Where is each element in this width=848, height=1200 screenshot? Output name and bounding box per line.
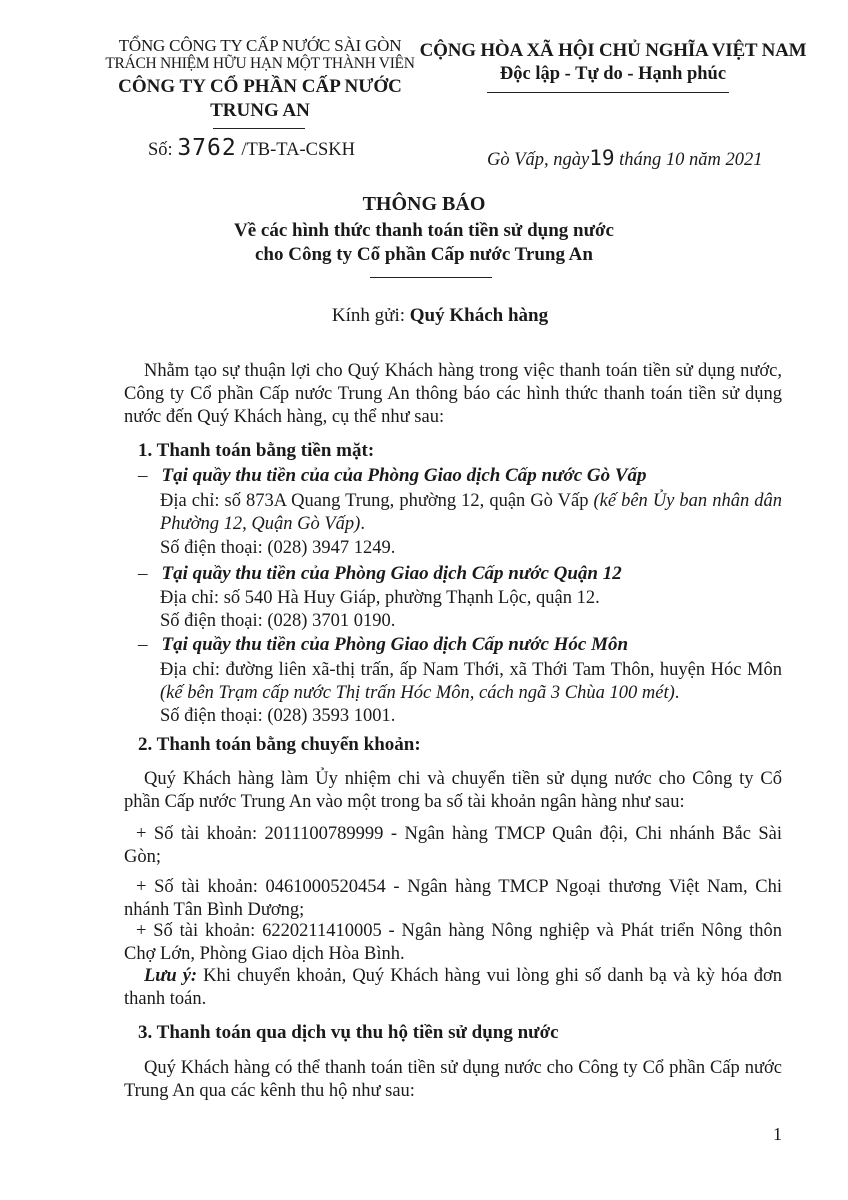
dash-bullet: –	[138, 634, 148, 655]
counter-hocmon-phone: Số điện thoại: (028) 3593 1001.	[160, 706, 396, 726]
date-place: Gò Vấp, ngày	[487, 150, 590, 170]
notice-subtitle-line1: Về các hình thức thanh toán tiền sử dụng nước	[234, 220, 614, 241]
counter-q12-phone: Số điện thoại: (028) 3701 0190.	[160, 611, 396, 631]
company-name: CÔNG TY CỔ PHẦN CẤP NƯỚC	[118, 76, 402, 97]
address-text: Địa chỉ: đường liên xã-thị trấn, ấp Nam Thới, xã Thới Tam Thôn, huyện Hóc Môn	[160, 660, 782, 680]
note-label: Lưu ý:	[144, 966, 198, 986]
date-day-handwritten: 19	[589, 146, 615, 170]
page-number: 1	[773, 1124, 782, 1144]
title-underline	[370, 277, 492, 278]
counter-hocmon-label: Tại quầy thu tiền của Phòng Giao dịch Cấp nước Hóc Môn	[161, 634, 629, 655]
document-date	[487, 146, 763, 171]
note-text: Khi chuyển khoản, Quý Khách hàng vui lòng ghi số danh bạ và kỳ hóa đơn thanh toán.	[124, 966, 783, 1009]
greeting	[0, 305, 848, 327]
address-note: (kế bên Trạm cấp nước Thị trấn Hóc Môn, cách ngã 3 Chùa 100 mét)	[160, 683, 675, 703]
motto-underline	[487, 92, 729, 93]
section1-title: 1. Thanh toán bằng tiền mặt:	[138, 440, 375, 461]
greeting-prefix: Kính gửi:	[331, 305, 406, 326]
address-note: (kế bên Ủy ban nhân dân Phường 12, Quận Gò Vấp)	[160, 491, 782, 534]
address-text: Địa chỉ: số 873A Quang Trung, phường 12, quận Gò Vấp	[160, 491, 594, 511]
company-name-line2: TRUNG AN	[210, 100, 310, 121]
section2-intro: Quý Khách hàng làm Ủy nhiệm chi và chuyển tiền sử dụng nước cho Công ty Cổ phần Cấp nước Trung An vào một trong ba số tài khoản ngân hàng như sau:	[124, 769, 782, 812]
national-motto: Độc lập - Tự do - Hạnh phúc	[499, 64, 727, 84]
counter-govap-label: Tại quầy thu tiền của của Phòng Giao dịch Cấp nước Gò Vấp	[161, 465, 647, 486]
section2-title: 2. Thanh toán bằng chuyển khoản:	[138, 734, 421, 755]
counter-govap-phone: Số điện thoại: (028) 3947 1249.	[160, 538, 396, 558]
counter-govap-heading	[138, 465, 647, 487]
counter-q12-address	[160, 587, 782, 610]
intro-paragraph: Nhằm tạo sự thuận lợi cho Quý Khách hàng trong việc thanh toán tiền sử dụng nước, Công ty Cổ phần Cấp nước Trung An thông báo các hình thức thanh toán tiền sử dụng nước đến Quý Khách hàng, cụ thể như sau:	[124, 361, 782, 427]
address-end: .	[674, 683, 680, 703]
bank-account-2: + Số tài khoản: 0461000520454 - Ngân hàng TMCP Ngoại thương Việt Nam, Chi nhánh Tân Bình Dương;	[124, 877, 782, 920]
address-end: .	[360, 514, 365, 534]
notice-subtitle-line2: cho Công ty Cổ phần Cấp nước Trung An	[255, 244, 593, 265]
doc-number-suffix: /TB-TA-CSKH	[241, 140, 355, 160]
greeting-recipient: Quý Khách hàng	[409, 305, 549, 326]
section3-intro: Quý Khách hàng có thể thanh toán tiền sử dụng nước cho Công ty Cổ phần Cấp nước Trung An qua các kênh thu hộ như sau:	[124, 1058, 782, 1101]
bank-account-3: + Số tài khoản: 6220211410005 - Ngân hàng Nông nghiệp và Phát triển Nông thôn Chợ Lớn, Phòng Giao dịch Hòa Bình.	[124, 921, 782, 964]
counter-q12-label: Tại quầy thu tiền của Phòng Giao dịch Cấp nước Quận 12	[161, 563, 622, 584]
parent-company-type: TRÁCH NHIỆM HỮU HẠN MỘT THÀNH VIÊN	[105, 55, 415, 72]
counter-govap-address	[160, 490, 782, 536]
counter-hocmon-heading	[138, 634, 628, 656]
transfer-note	[124, 965, 782, 1011]
dash-bullet: –	[138, 563, 148, 584]
address-text: Địa chỉ: số 540 Hà Huy Giáp, phường Thạnh Lộc, quận 12.	[160, 588, 600, 608]
counter-q12-heading	[138, 563, 622, 585]
doc-number-handwritten: 3762	[177, 135, 237, 161]
dash-bullet: –	[138, 465, 148, 486]
national-title: CỘNG HÒA XÃ HỘI CHỦ NGHĨA VIỆT NAM	[419, 40, 807, 61]
doc-number-prefix: Số:	[148, 140, 173, 160]
company-underline	[213, 128, 305, 129]
counter-hocmon-address	[160, 659, 782, 705]
bank-account-1: + Số tài khoản: 2011100789999 - Ngân hàng TMCP Quân đội, Chi nhánh Bắc Sài Gòn;	[124, 824, 782, 867]
notice-title: THÔNG BÁO	[362, 193, 486, 215]
parent-company-name: TỔNG CÔNG TY CẤP NƯỚC SÀI GÒN	[118, 36, 402, 55]
document-number	[148, 135, 355, 161]
date-rest: tháng 10 năm 2021	[619, 150, 763, 170]
section3-title: 3. Thanh toán qua dịch vụ thu hộ tiền sử dụng nước	[138, 1022, 559, 1043]
